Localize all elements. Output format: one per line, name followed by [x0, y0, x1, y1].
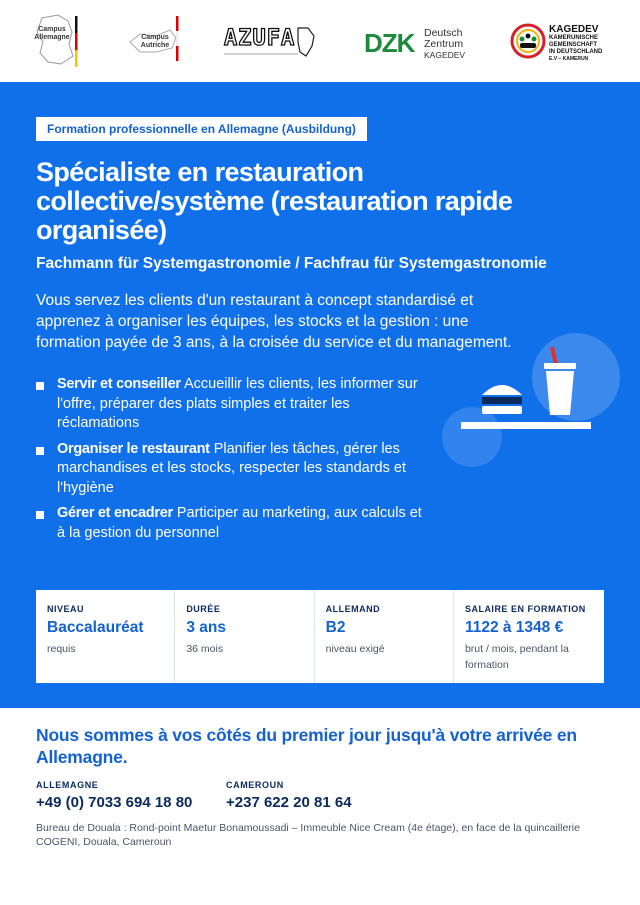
logo-line: KAGEDEV — [424, 50, 466, 60]
intro-paragraph: Vous servez les clients d'un restaurant à concept standardisé et apprenez à organiser les équipes, les stocks et la gestion : une formation payée de 3 ans, à la croisée du service et du management. — [36, 292, 512, 351]
stat-value: Baccalauréat — [47, 619, 144, 636]
logo-line: Deutsch — [424, 27, 463, 39]
kagedev-emblem-icon — [510, 23, 546, 59]
hero-section — [0, 82, 640, 708]
stat-value: 1122 à 1348 € — [464, 619, 564, 636]
office-address: Bureau de Douala : Rond-point Maetur Bonamoussadi – Immeuble Nice Cream (4e étage), en face de la quincaillerie COGENI, Douala, Cameroun — [36, 822, 580, 848]
page-title: Spécialiste en restauration collective/système (restauration rapide organisée) — [36, 157, 513, 245]
decor-circle — [532, 333, 620, 421]
logo-line: GEMEINSCHAFT — [549, 42, 597, 48]
list-item-text: Participer au marketing, aux calculs et à la gestion du personnel — [57, 505, 422, 541]
stat-label: ALLEMAND — [325, 604, 381, 614]
phone-number[interactable]: +237 622 20 81 64 — [226, 794, 352, 811]
africa-outline-icon — [222, 12, 320, 70]
logo-line: Zentrum — [424, 38, 464, 50]
list-item — [36, 504, 426, 543]
task-list — [36, 375, 426, 549]
phone-number[interactable]: +49 (0) 7033 694 18 80 — [36, 794, 193, 811]
bullet-square-icon — [36, 382, 44, 390]
fast-food-illustration — [440, 327, 630, 477]
stat-card — [36, 590, 175, 683]
stat-label: NIVEAU — [47, 604, 85, 614]
burger-icon — [482, 385, 522, 414]
stat-card — [175, 590, 314, 683]
category-tag: Formation professionnelle en Allemagne (Ausbildung) — [36, 117, 367, 141]
campus-autriche-logo — [126, 12, 186, 70]
key-facts — [36, 590, 604, 683]
support-headline: Nous sommes à vos côtés du premier jour jusqu'à votre arrivée en Allemagne. — [36, 725, 577, 767]
decor-circle — [442, 407, 502, 467]
list-item-heading: Organiser le restaurant — [57, 440, 210, 457]
contact-label: CAMEROUN — [226, 780, 284, 790]
stat-note: niveau exigé — [325, 643, 385, 655]
campus-allemagne-logo — [28, 12, 88, 70]
contact-germany — [36, 780, 192, 811]
logo-line: Campus — [141, 34, 169, 41]
logo-line: Campus — [38, 26, 66, 33]
stat-value: 3 ans — [186, 619, 226, 636]
contact-cameroon — [226, 780, 352, 811]
logo-line: IN DEUTSCHLAND — [549, 49, 603, 55]
bullet-square-icon — [36, 447, 44, 455]
counter-shelf — [461, 422, 591, 429]
list-item-heading: Servir et conseiller — [57, 376, 181, 392]
logo-line: KAGEDEV — [549, 24, 599, 35]
stat-value: B2 — [325, 619, 346, 636]
german-title: Fachmann für Systemgastronomie / Fachfrau für Systemgastronomie — [36, 255, 547, 272]
dzk-logo — [364, 12, 468, 70]
stat-card — [454, 590, 604, 683]
logo-line: E.V – KAMERUN — [549, 56, 589, 62]
dzk-mark: DZK — [364, 28, 415, 58]
list-item-heading: Gérer et encadrer — [57, 505, 173, 521]
logo-line: Allemagne — [34, 34, 70, 41]
list-item-text: Accueillir les clients, les informer sur l'offre, préparer des plats simples et traiter les réclamations — [57, 376, 418, 431]
azufa-wordmark: AZUFA — [224, 26, 296, 51]
logo-line: Autriche — [140, 42, 170, 49]
kagedev-logo — [510, 12, 614, 70]
stat-label: SALAIRE EN FORMATION — [464, 604, 586, 614]
list-item-text: Planifier les tâches, gérer les marchandises et les stocks, respecter les standards et l'hygiène — [57, 440, 406, 496]
stat-label: DURÉE — [186, 604, 221, 614]
bullet-square-icon — [36, 511, 44, 519]
partner-logos — [0, 0, 640, 82]
contact-label: ALLEMAGNE — [36, 780, 99, 790]
logo-line: KAMERUNISCHE — [549, 35, 599, 41]
list-item — [36, 375, 426, 434]
stat-note: brut / mois, pendant la formation — [464, 643, 569, 671]
stat-note: requis — [47, 643, 76, 655]
stat-card — [315, 590, 454, 683]
azufa-logo — [222, 12, 320, 70]
list-item — [36, 440, 426, 499]
stat-note: 36 mois — [186, 643, 224, 655]
